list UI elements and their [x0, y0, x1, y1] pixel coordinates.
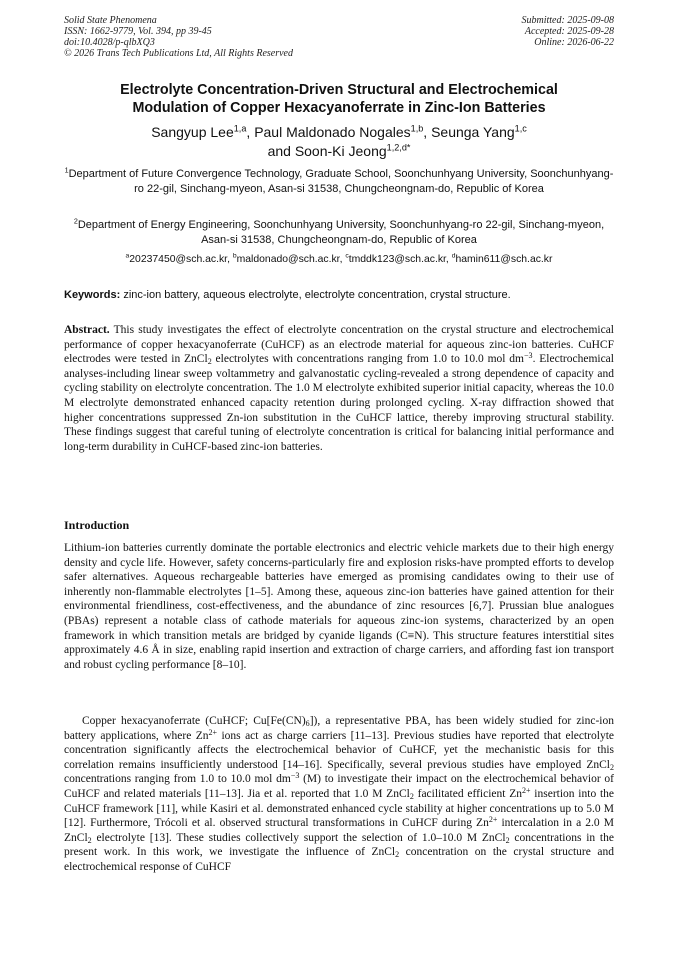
subscript: 2 [395, 850, 400, 860]
abstract [64, 323, 614, 454]
abstract-text: . Electrochemical analyses-including linear sweep voltammetry and galvanostatic cycling-revealed a strong dependence of capacity and cycling stability on electrolyte concentration. The 1.0 M electrolyte exhibited superior initial capacity, whereas the 10.0 M electrolyte demonstrated enhanced capacity retention during prolonged cycling. X-ray diffraction showed that higher concentrations suppressed Zn-ion substitution in the CuHCF lattice, thereby improving structural stability. These findings suggest that careful tuning of electrolyte concentration is critical for balancing initial performance and long-term durability in CuHCF-based zinc-ion batteries. [64, 353, 614, 453]
author-name: Seunga Yang [431, 124, 515, 140]
keywords-text: zinc-ion battery, aqueous electrolyte, electrolyte concentration, crystal structure. [123, 289, 511, 301]
introduction-heading: Introduction [64, 518, 130, 532]
intro-paragraph-2 [64, 714, 614, 875]
paragraph-text: facilitated efficient Zn [413, 787, 522, 800]
author-name: Soon-Ki Jeong [294, 143, 387, 159]
paragraph-text: electrolyte [13]. These studies collectively support the selection of 1.0–10.0 M ZnCl [91, 831, 506, 844]
paragraph-text: concentrations in the present work. In this work, we investigate the influence of ZnCl [64, 831, 614, 859]
subscript: 2 [409, 791, 414, 801]
author-list: Sangyup Lee$^{1,a}$, Paul Maldonado Nogales$^{1,b}$, Seunga Yang$^{1,c}$ and Soon-Ki Jeong$^{1,2,d*}$ [151, 123, 527, 159]
superscript: 2+ [521, 785, 531, 795]
subscript: 2 [207, 357, 212, 367]
email-link[interactable]: 20237450@sch.ac.kr [129, 254, 228, 265]
email-link[interactable]: tmddk123@sch.ac.kr [348, 254, 446, 265]
author-emails: $^a$20237450@sch.ac.kr, $^b$maldonado@sch.ac.kr, $^c$tmddk123@sch.ac.kr, $^d$hamin611@sch.ac.kr [125, 252, 553, 265]
author-name: Sangyup Lee [151, 124, 234, 140]
abstract-text: This study investigates the effect of electrolyte concentration on the crystal structure and electrochemical performance of copper hexacyanoferrate (CuHCF) as an electrode material for aqueous zinc-ion batteries. CuHCF electrodes were tested in ZnCl [64, 324, 614, 366]
paragraph-text: insertion into the CuHCF framework [11], while Kasiri et al. demonstrated enhanced cycle stability at higher concentrations up to 5.0 M [12]. Furthermore, Trócoli et al. observed structural transformations in CuHCF during Zn [64, 787, 615, 830]
author-affil-mark: 1,c [514, 123, 527, 134]
email-mark: a [125, 252, 130, 260]
title-line-2: Modulation of Copper Hexacyanoferrate in Zinc-Ion Batteries [132, 100, 546, 116]
submitted-date: Submitted: 2025-09-08 [521, 15, 614, 26]
author-connector: and [267, 143, 291, 159]
paragraph-text: ]), a representative PBA, has been widely studied for zinc-ion battery applications, where Zn [64, 715, 614, 742]
affiliation-2 [64, 218, 614, 248]
paragraph-text: intercalation in a 2.0 M ZnCl [64, 817, 614, 844]
abstract-text: electrolytes with concentrations ranging from 1.0 to 10.0 mol dm [211, 353, 525, 366]
paper-title [64, 81, 614, 117]
author-name: Paul Maldonado Nogales [254, 124, 411, 140]
superscript: −3 [524, 351, 533, 361]
copyright-line: © 2026 Trans Tech Publications Ltd, All Rights Reserved [64, 48, 293, 59]
paragraph-text: Copper hexacyanoferrate (CuHCF; Cu[Fe(CN) [82, 715, 306, 727]
email-mark: c [345, 252, 349, 260]
email-mark: d [451, 252, 456, 260]
email-link[interactable]: hamin611@sch.ac.kr [455, 254, 553, 265]
paragraph-text: ions act as charge carriers [11–13]. Previous studies have reported that electrolyte concentration significantly affects the electrochemical behavior of CuHCF, yet the mechanistic basis for this correlation remains insufficiently understood [14–16]. Specifically, several previous studies have employed ZnCl [64, 729, 614, 771]
paragraph-text: concentrations ranging from 1.0 to 10.0 mol dm [64, 773, 291, 786]
email-link[interactable]: maldonado@sch.ac.kr [236, 254, 340, 265]
affiliation-1 [64, 167, 614, 197]
online-date: Online: 2026-06-22 [534, 37, 614, 48]
journal-header [64, 15, 293, 59]
keywords-label: Keywords: [64, 289, 121, 301]
subscript: 2 [87, 835, 92, 845]
accepted-date: Accepted: 2025-09-28 [524, 26, 614, 37]
journal-name: Solid State Phenomena [64, 15, 157, 26]
paragraph-text: (M) to investigate their impact on the electrochemical behavior of CuHCF and related materials [11–13]. Jia et al. reported that 1.0 M ZnCl [64, 773, 614, 800]
affiliation-text: Department of Future Convergence Technology, Graduate School, Soonchunhyang University, Soonchunhyang-ro 22-gil, Sinchang-myeon, Asan-si 31538, Chungcheongnam-do, Republic of Korea [68, 168, 614, 195]
affiliation-text: Department of Energy Engineering, Soonchunhyang University, Soonchunhyang-ro 22-gil, Sinchang-myeon, Asan-si 31538, Chungcheongnam-do, Republic of Korea [77, 219, 605, 246]
affiliation-number: 2 [73, 217, 78, 226]
subscript: 2 [609, 762, 614, 772]
paragraph-text: concentration on the crystal structure and electrochemical response of CuHCF [64, 846, 615, 873]
affiliation-number: 1 [64, 166, 69, 175]
author-affil-mark: 1,b [410, 123, 424, 134]
intro-paragraph-1: Lithium-ion batteries currently dominate the portable electronics and electric vehicle markets due to their high energy density and cycle life. However, safety concerns-particularly fire and explosion risks-have prompted efforts to develop safer alternatives. Aqueous rechargeable batteries have emerged as promising candidates owing to their use of inherently non-flammable electrolytes [1–5]. Among these, aqueous zinc-ion batteries have gained attention for their environmental friendliness, cost-effectiveness, and the abundance of zinc resources [6,7]. Prussian blue analogues (PBAs) represent a notable class of cathode materials for aqueous zinc-ion systems, characterized by an open framework in which transition metals are bridged by cyanide ligands (C≡N). This structure features interstitial sites approximately 4.6 Å in size, enabling rapid insertion and extraction of charge carriers, and affording fast ion transport and robust cycling performance [8–10]. [64, 542, 614, 671]
subscript: 2 [505, 835, 510, 845]
dates-header [522, 15, 615, 48]
author-affil-mark: 1,a [233, 123, 247, 134]
issn-line: ISSN: 1662-9779, Vol. 394, pp 39-45 [64, 26, 212, 37]
doi-line: doi:10.4028/p-qlbXQ3 [64, 37, 155, 48]
email-mark: b [232, 252, 237, 260]
keywords [64, 288, 616, 303]
title-line-1: Electrolyte Concentration-Driven Structural and Electrochemical [120, 82, 558, 98]
superscript: −3 [290, 771, 300, 781]
abstract-label: Abstract. [64, 324, 110, 336]
author-affil-mark: 1,2,d* [386, 142, 411, 153]
superscript: 2+ [488, 815, 498, 825]
superscript: 2+ [208, 727, 218, 737]
subscript: 6 [305, 719, 310, 728]
